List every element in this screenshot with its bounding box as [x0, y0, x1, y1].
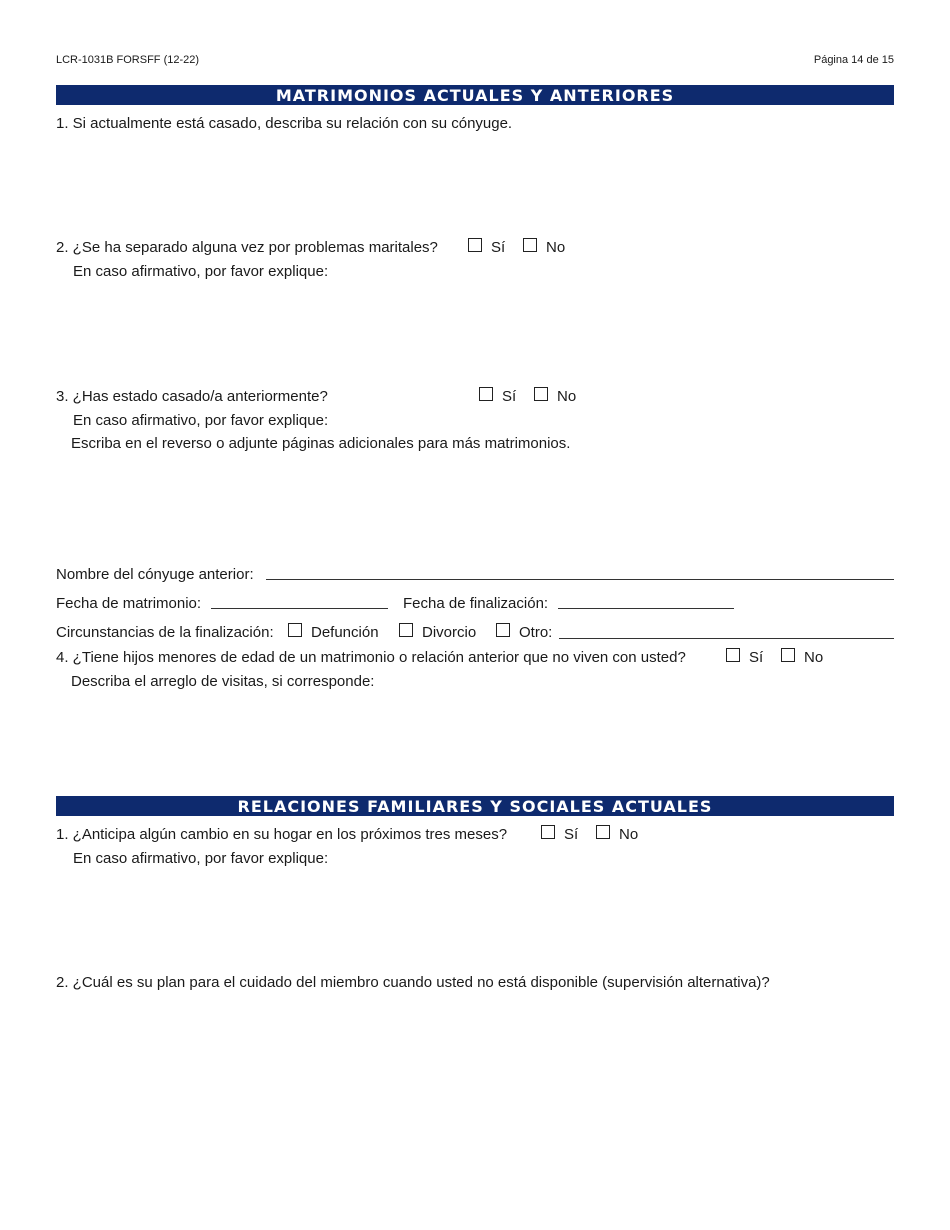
end-date-label: Fecha de finalización:: [403, 595, 549, 612]
q3-note: Escriba en el reverso o adjunte páginas adicionales para más matrimonios.: [71, 435, 571, 452]
q4-yes-checkbox[interactable]: [726, 648, 740, 662]
q3-no-label: No: [557, 388, 577, 405]
s2-q1-no-label: No: [619, 826, 639, 843]
question-3-previously-married: 3. ¿Has estado casado/a anteriormente?: [56, 388, 328, 405]
death-checkbox[interactable]: [288, 623, 302, 637]
divorce-checkbox[interactable]: [399, 623, 413, 637]
s2-q1-no-checkbox[interactable]: [596, 825, 610, 839]
other-field[interactable]: [559, 638, 894, 639]
q2-yes-label: Sí: [491, 239, 506, 256]
form-id: LCR-1031B FORSFF (12-22): [56, 54, 200, 66]
question-2-separation: 2. ¿Se ha separado alguna vez por problemas maritales?: [56, 239, 438, 256]
divorce-label: Divorcio: [422, 624, 477, 641]
s2-q1-explain-label: En caso afirmativo, por favor explique:: [73, 850, 329, 867]
other-label: Otro:: [519, 624, 553, 641]
q2-yes-checkbox[interactable]: [468, 238, 482, 252]
s2-q1-yes-label: Sí: [564, 826, 579, 843]
s2-q1-yes-checkbox[interactable]: [541, 825, 555, 839]
q4-no-label: No: [804, 649, 824, 666]
section-title-family-relations: RELACIONES FAMILIARES Y SOCIALES ACTUALES: [56, 796, 894, 816]
former-spouse-name-label: Nombre del cónyuge anterior:: [56, 566, 254, 583]
q2-no-checkbox[interactable]: [523, 238, 537, 252]
q3-explain-label: En caso afirmativo, por favor explique:: [73, 412, 329, 429]
former-spouse-name-field[interactable]: [266, 579, 894, 580]
q3-yes-checkbox[interactable]: [479, 387, 493, 401]
page-number: Página 14 de 15: [813, 54, 894, 66]
q2-no-label: No: [546, 239, 566, 256]
marriage-date-label: Fecha de matrimonio:: [56, 595, 202, 612]
q4-explain-label: Describa el arreglo de visitas, si corresponde:: [71, 673, 375, 690]
end-date-field[interactable]: [558, 608, 734, 609]
q4-yes-label: Sí: [749, 649, 764, 666]
marriage-date-field[interactable]: [211, 608, 388, 609]
death-label: Defunción: [311, 624, 379, 641]
q4-no-checkbox[interactable]: [781, 648, 795, 662]
end-circumstances-label: Circunstancias de la finalización:: [56, 624, 274, 641]
question-1-current-marriage: 1. Si actualmente está casado, describa su relación con su cónyuge.: [56, 115, 513, 132]
other-checkbox[interactable]: [496, 623, 510, 637]
section-title-marriages: MATRIMONIOS ACTUALES Y ANTERIORES: [56, 85, 894, 105]
q3-yes-label: Sí: [502, 388, 517, 405]
question-1-household-change: 1. ¿Anticipa algún cambio en su hogar en los próximos tres meses?: [56, 826, 508, 843]
q3-no-checkbox[interactable]: [534, 387, 548, 401]
question-2-alternate-supervision: 2. ¿Cuál es su plan para el cuidado del miembro cuando usted no está disponible (supervisión alternativa)?: [56, 974, 770, 991]
q2-explain-label: En caso afirmativo, por favor explique:: [73, 263, 329, 280]
question-4-minor-children: 4. ¿Tiene hijos menores de edad de un matrimonio o relación anterior que no viven con usted?: [56, 649, 686, 666]
